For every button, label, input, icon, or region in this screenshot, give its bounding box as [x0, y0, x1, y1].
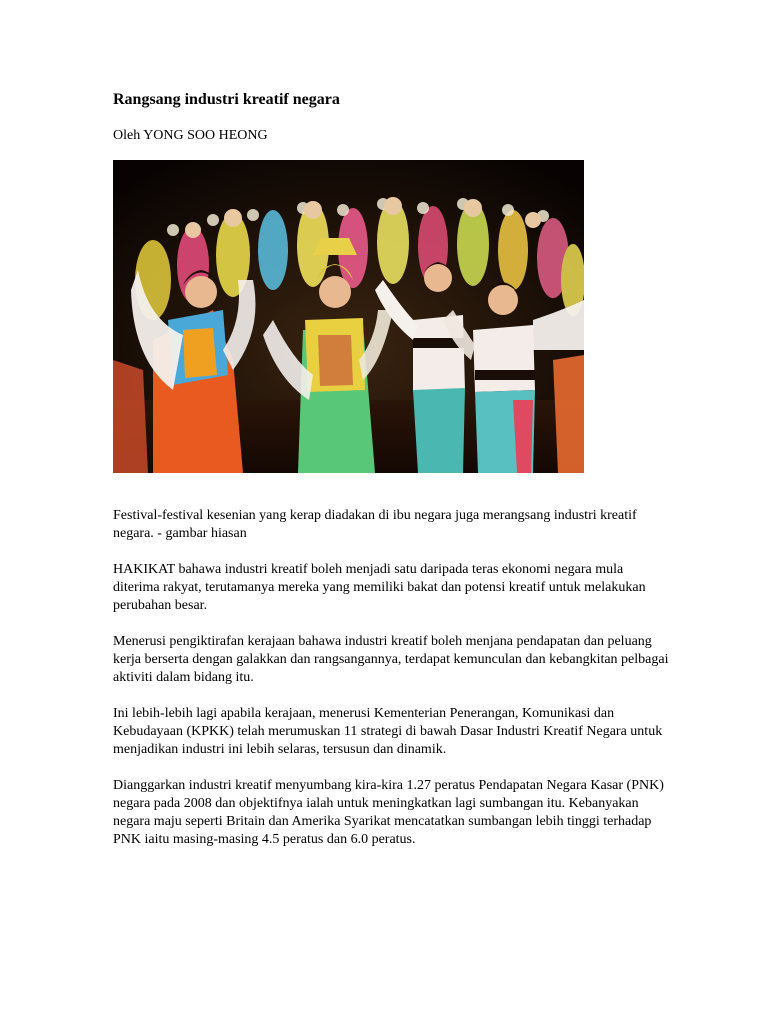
article — [113, 90, 673, 849]
paragraph-1: HAKIKAT bahawa industri kreatif boleh menjadi satu daripada teras ekonomi negara mula diterima rakyat, terutamanya mereka yang memiliki bakat dan potensi kreatif untuk melakukan perubahan besar. — [113, 562, 646, 613]
article-title: Rangsang industri kreatif negara — [113, 91, 340, 108]
article-byline: Oleh YONG SOO HEONG — [113, 128, 268, 143]
photo-caption: Festival-festival kesenian yang kerap diadakan di ibu negara juga merangsang industri kreatif negara. - gambar hiasan — [113, 508, 637, 541]
paragraph-2: Menerusi pengiktirafan kerajaan bahawa industri kreatif boleh menjana pendapatan dan peluang kerja berserta dengan galakkan dan rangsangannya, terdapat kemunculan dan kebangkitan pelbagai aktiviti dalam bidang itu. — [113, 634, 669, 685]
article-photo — [113, 160, 584, 473]
paragraph-3: Ini lebih-lebih lagi apabila kerajaan, menerusi Kementerian Penerangan, Komunikasi dan Kebudayaan (KPKK) telah merumuskan 11 strategi di bawah Dasar Industri Kreatif Negara untuk menjadikan industri ini lebih selaras, tersusun dan dinamik. — [113, 706, 663, 757]
paragraph-4: Dianggarkan industri kreatif menyumbang kira-kira 1.27 peratus Pendapatan Negara Kasar (PNK) negara pada 2008 dan objektifnya ialah untuk meningkatkan lagi sumbangan itu. Kebanyakan negara maju seperti Britain dan Amerika Syarikat mencatatkan sumbangan lebih tinggi terhadap PNK iaitu masing-masing 4.5 peratus dan 6.0 peratus. — [113, 778, 664, 847]
